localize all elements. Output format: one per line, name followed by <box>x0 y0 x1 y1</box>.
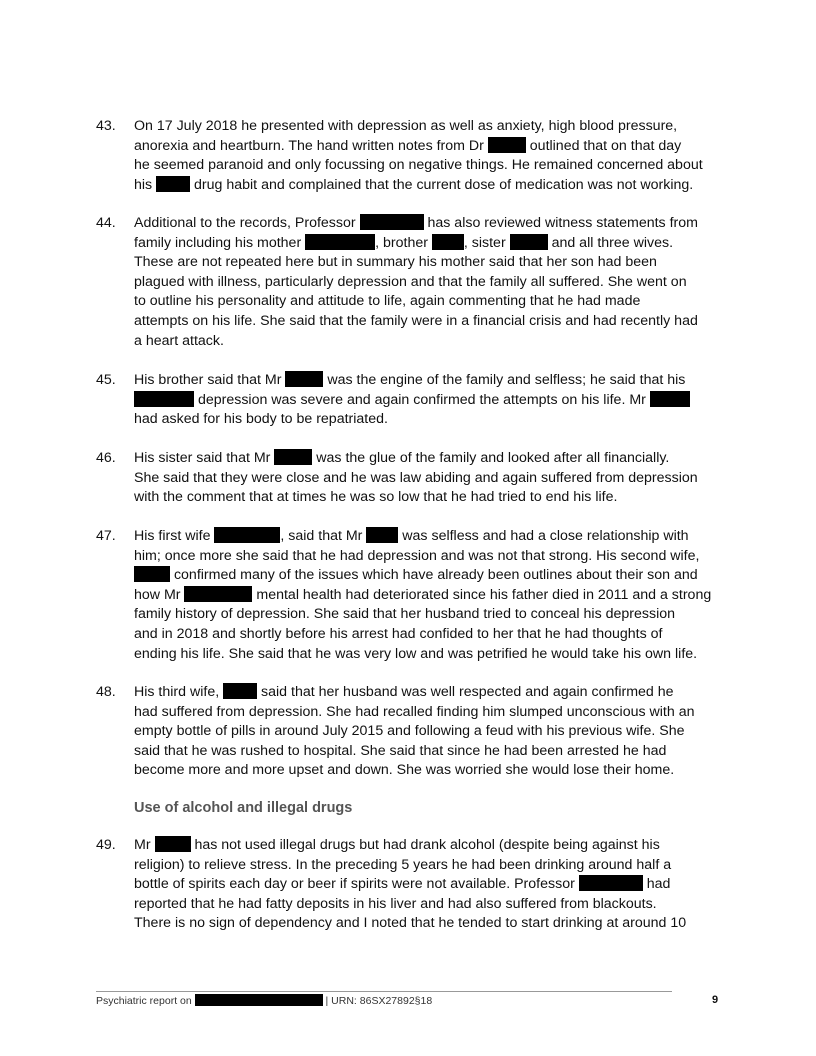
text-line <box>134 469 728 489</box>
text-line <box>134 547 728 567</box>
text-line <box>134 371 728 391</box>
text-segment: ending his life. She said that he was very low and was petrified he would take his own life. <box>134 645 698 662</box>
text-segment: plagued with illness, particularly depression and that the family all suffered. She went on <box>134 273 687 290</box>
footer-divider <box>96 991 672 992</box>
paragraph-49 <box>96 836 728 934</box>
paragraph-45 <box>96 371 728 430</box>
paragraph-number: 49. <box>96 837 116 853</box>
paragraph-number: 48. <box>96 684 116 700</box>
text-segment: confirmed many of the issues which have already been outlines about their son and <box>170 567 698 584</box>
paragraph-48 <box>96 683 728 781</box>
paragraph-number: 44. <box>96 215 116 231</box>
redaction-block <box>305 234 375 250</box>
text-segment: was the engine of the family and selfless; he said that his <box>323 372 686 388</box>
paragraph-body <box>134 527 728 664</box>
text-segment: how Mr <box>134 586 185 603</box>
text-segment: to outline his personality and attitude to life, again commenting that he had made <box>134 293 641 310</box>
redaction-block <box>184 586 252 602</box>
redaction-block <box>134 566 170 582</box>
text-line <box>134 722 728 742</box>
footer-urn: | URN: 86SX27892§18 <box>322 995 433 1007</box>
text-segment: mental health had deteriorated since his father died in 2011 and a strong <box>252 586 712 603</box>
text-line <box>134 253 728 273</box>
text-line <box>134 176 728 196</box>
text-line <box>134 292 728 312</box>
text-segment: had asked for his body to be repatriated. <box>134 411 388 428</box>
text-line <box>134 137 728 157</box>
text-segment: drug habit and complained that the current dose of medication was not working. <box>190 176 694 193</box>
text-line <box>134 117 728 137</box>
text-line <box>134 410 728 430</box>
text-segment: had <box>642 876 671 893</box>
text-segment: There is no sign of dependency and I noted that he tended to start drinking at around 10 <box>134 915 687 932</box>
text-segment: religion) to relieve stress. In the preceding 5 years he had been drinking around half a <box>134 856 672 873</box>
paragraph-43 <box>96 117 728 195</box>
text-segment: empty bottle of pills in around July 2015 and following a feud with his previous wife. She <box>134 723 685 740</box>
text-segment: him; once more she said that he had depression and was not that strong. His second wife, <box>134 547 700 564</box>
text-line <box>134 391 728 411</box>
text-line <box>134 234 728 254</box>
paragraph-46 <box>96 449 728 508</box>
text-line <box>134 875 728 895</box>
redaction-block <box>579 875 643 891</box>
text-segment: His third wife, <box>134 684 224 700</box>
redaction-block <box>134 391 194 407</box>
paragraph-body <box>134 836 728 934</box>
redaction-block <box>195 994 323 1006</box>
text-segment: he seemed paranoid and only focussing on negative things. He remained concerned about <box>134 157 703 174</box>
text-segment: Mr <box>134 837 155 853</box>
text-line <box>134 625 728 645</box>
text-line <box>134 214 728 234</box>
text-segment: She said that they were close and he was law abiding and again suffered from depression <box>134 469 698 486</box>
text-line <box>134 312 728 332</box>
text-segment: and in 2018 and shortly before his arrest had confided to her that he had thoughts of <box>134 625 663 642</box>
text-line <box>134 761 728 781</box>
redaction-block <box>285 371 323 387</box>
text-segment: His first wife <box>134 528 215 544</box>
text-segment: attempts on his life. She said that the family were in a financial crisis and had recently had <box>134 312 698 329</box>
redaction-block <box>366 527 398 543</box>
redaction-block <box>214 527 280 543</box>
text-segment: was selfless and had a close relationship with <box>398 528 689 544</box>
text-line <box>134 914 728 934</box>
text-segment: a heart attack. <box>134 332 224 349</box>
text-segment: become more and more upset and down. She was worried she would lose their home. <box>134 762 675 779</box>
text-line <box>134 683 728 703</box>
text-segment: , said that Mr <box>280 528 367 544</box>
redaction-block <box>360 214 424 230</box>
text-line <box>134 488 728 508</box>
paragraph-body <box>134 683 728 781</box>
text-segment: has also reviewed witness statements from <box>423 215 698 231</box>
text-segment: has not used illegal drugs but had drank alcohol (despite being against his <box>190 837 660 853</box>
text-line <box>134 645 728 665</box>
paragraph-number: 45. <box>96 372 116 388</box>
text-segment: depression was severe and again confirmed the attempts on his life. Mr <box>194 391 650 408</box>
paragraph-number: 47. <box>96 528 116 544</box>
redaction-block <box>274 449 312 465</box>
redaction-block <box>510 234 548 250</box>
redaction-block <box>155 836 191 852</box>
text-segment: family including his mother <box>134 234 306 251</box>
paragraph-body <box>134 214 728 351</box>
text-line <box>134 156 728 176</box>
text-line <box>134 856 728 876</box>
paragraph-body <box>134 449 728 508</box>
paragraph-44 <box>96 214 728 351</box>
text-line <box>134 566 728 586</box>
text-line <box>134 273 728 293</box>
text-line <box>134 586 728 606</box>
text-segment: bottle of spirits each day or beer if spirits were not available. Professor <box>134 876 579 893</box>
text-segment: family history of depression. She said that her husband tried to conceal his depression <box>134 606 676 623</box>
redaction-block <box>432 234 464 250</box>
text-segment: Additional to the records, Professor <box>134 215 360 231</box>
text-segment: , brother <box>375 234 432 251</box>
paragraph-47 <box>96 527 728 664</box>
text-line <box>134 605 728 625</box>
text-segment: said that he was rushed to hospital. She said that since he had been arrested he had <box>134 742 667 759</box>
text-segment: reported that he had fatty deposits in his liver and had also suffered from blackouts. <box>134 895 657 912</box>
text-line <box>134 332 728 352</box>
text-line <box>134 742 728 762</box>
paragraph-body <box>134 117 728 195</box>
text-segment: was the glue of the family and looked after all financially. <box>312 450 670 466</box>
text-line <box>134 836 728 856</box>
text-segment: said that her husband was well respected and again confirmed he <box>257 684 674 700</box>
text-line <box>134 527 728 547</box>
text-segment: had suffered from depression. She had recalled finding him slumped unconscious with an <box>134 703 695 720</box>
text-segment: His brother said that Mr <box>134 372 286 388</box>
text-line <box>134 895 728 915</box>
text-line <box>134 703 728 723</box>
footer-prefix: Psychiatric report on <box>96 995 195 1007</box>
text-segment: his <box>134 176 157 193</box>
paragraph-number: 46. <box>96 450 116 466</box>
text-segment: anorexia and heartburn. The hand written notes from Dr <box>134 137 488 154</box>
page-number: 9 <box>712 994 719 1006</box>
text-segment: , sister <box>463 234 510 251</box>
text-segment: outlined that on that day <box>525 137 682 154</box>
footer-text <box>96 994 432 1007</box>
text-segment: and all three wives. <box>547 234 674 251</box>
redaction-block <box>156 176 190 192</box>
text-segment: His sister said that Mr <box>134 450 275 466</box>
paragraph-body <box>134 371 728 430</box>
text-segment: On 17 July 2018 he presented with depression as well as anxiety, high blood pressure, <box>134 118 678 134</box>
redaction-block <box>223 683 257 699</box>
text-segment: with the comment that at times he was so low that he had tried to end his life. <box>134 489 618 506</box>
redaction-block <box>650 391 690 407</box>
redaction-block <box>488 137 526 153</box>
paragraph-number: 43. <box>96 118 116 134</box>
section-heading: Use of alcohol and illegal drugs <box>134 800 353 816</box>
text-line <box>134 449 728 469</box>
text-segment: These are not repeated here but in summary his mother said that her son had been <box>134 254 657 271</box>
